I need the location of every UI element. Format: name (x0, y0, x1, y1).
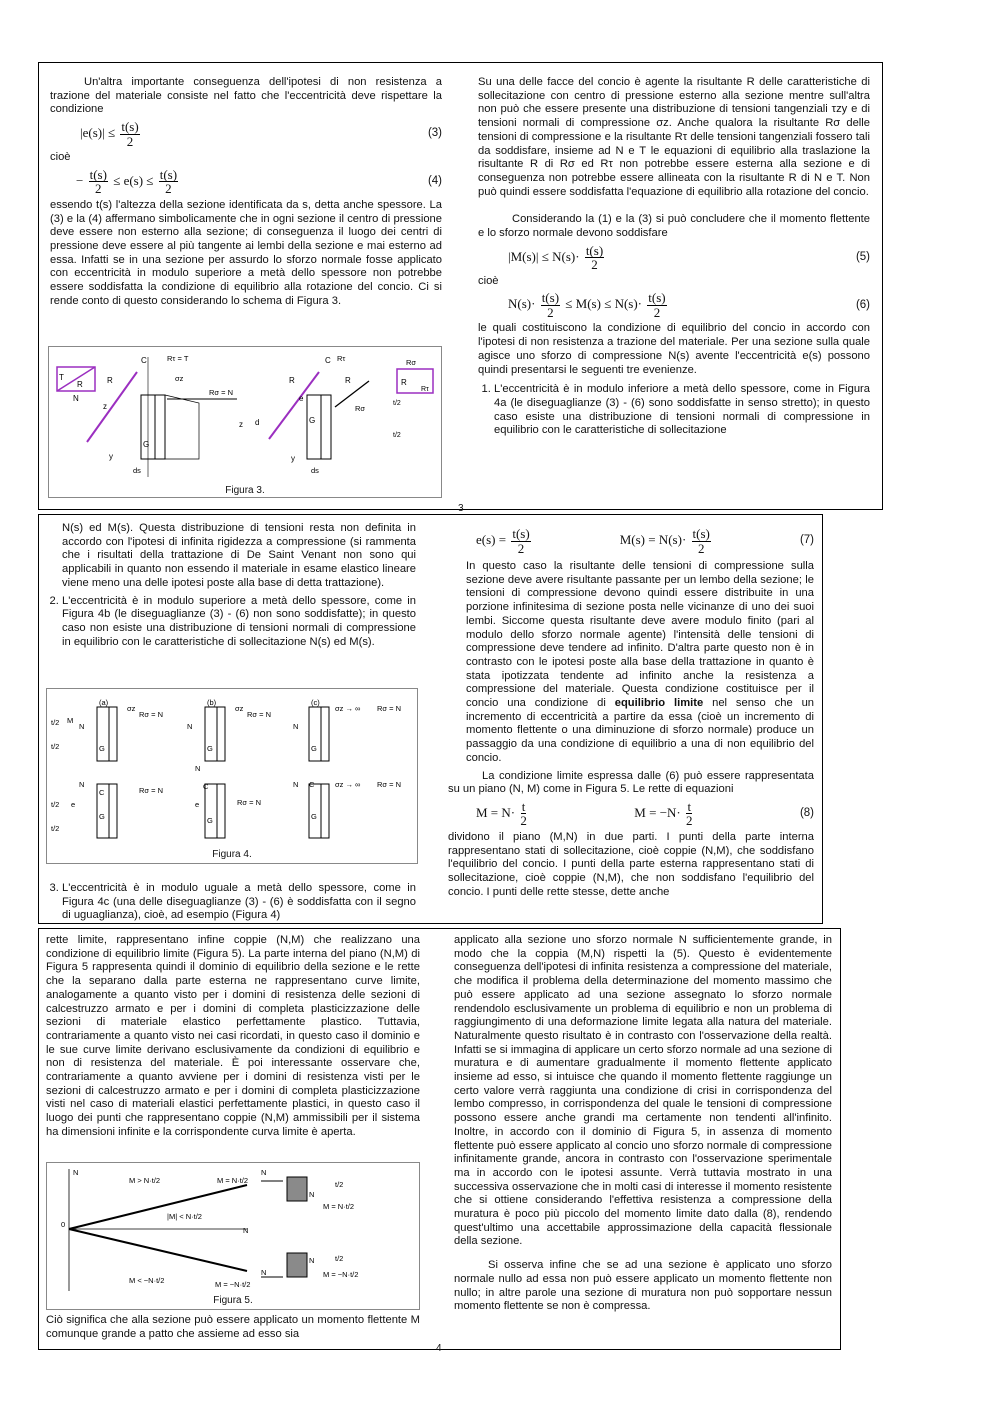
panel1-right-column (478, 76, 870, 438)
svg-text:t/2: t/2 (51, 800, 60, 809)
svg-text:t/2: t/2 (335, 1180, 344, 1189)
svg-text:R: R (289, 376, 295, 385)
svg-text:N: N (261, 1168, 267, 1177)
figure-5-drawing (47, 1163, 419, 1295)
panel3-right-column (454, 934, 832, 1314)
svg-text:y: y (291, 454, 295, 463)
panel3-left-column-end (46, 1314, 420, 1341)
svg-text:Rτ: Rτ (421, 386, 429, 393)
page-number-bottom: 4 (436, 1343, 442, 1354)
svg-text:C: C (325, 356, 331, 365)
panel2-left-column-end (46, 880, 416, 923)
paragraph: La condizione limite espressa dalle (6) può essere rappresentata su un piano (N, M) come in Figura 5. Le rette di equazioni (448, 769, 814, 796)
svg-text:t/2: t/2 (393, 432, 401, 439)
svg-text:G: G (311, 812, 317, 821)
svg-text:(b): (b) (207, 698, 217, 707)
svg-text:N: N (195, 764, 201, 773)
paragraph: Ciò significa che alla sezione può essere applicato un momento flettente M comunque grande a patto che assieme ad esso sia (46, 1314, 420, 1340)
figure-5 (46, 1162, 420, 1310)
figure-3 (48, 346, 442, 498)
svg-text:M = N·t/2: M = N·t/2 (217, 1176, 249, 1185)
svg-text:Rσ = N: Rσ = N (139, 710, 164, 719)
svg-text:N: N (243, 1226, 249, 1235)
svg-text:σz: σz (127, 704, 136, 713)
svg-text:t/2: t/2 (51, 742, 60, 751)
svg-text:|M| < N·t/2: |M| < N·t/2 (167, 1212, 202, 1221)
paragraph: N(s) ed M(s). Questa distribuzione di tensioni resta non definita in accordo con l'ipotesi di infinita rigidezza a compressione (si rammenta che i risultati della trattazione di De Saint Venant non sono qui applicabili in quanto non essendo il materiale in esame elastico lineare viene meno una delle ipotesi poste alla base di detta trattazione). (62, 522, 416, 589)
svg-text:R: R (345, 376, 351, 385)
panel1-left-column (50, 76, 442, 308)
equation-7: e(s) = $\frac{t(s)}{2}$ M(s) = N(s)· $\frac{t(s)}{2}$ (7) (476, 525, 814, 556)
svg-text:Rσ = N: Rσ = N (237, 798, 262, 807)
list-item: 1. L'eccentricità è in modulo inferiore a metà dello spessore, come in Figura 4a (le diseguaglianze (3) - (6) sono soddisfatte in senso stretto); in questo caso esiste una distribuzione di tensioni normali di compressione in equilibrio con le caratteristiche di sollecitazione (494, 383, 870, 438)
paragraph: Si osserva infine che se ad una sezione è applicato uno sforzo normale nullo ad essa non può essere applicato un momento flettente non nullo; in altre parole una sezione di muratura non può sopportare nessun momento flettente se non è compressa. (454, 1259, 832, 1313)
figure-4-drawing (47, 689, 417, 849)
panel3-left-column (46, 934, 420, 1140)
paragraph: essendo t(s) l'altezza della sezione identificata da s, detta anche spessore. La (3) e la (4) affermano simbolicamente che in ogni sezione il centro di pressione deve essere non esterno alla sezione; di conseguenza il luogo dei centri di pressione deve essere al più tangente ai lembi della sezione e mai esterno ad essa. Infatti se in una sezione per assurdo lo sforzo normale fosse applicato con eccentricità in modulo superiore a metà dello spessore non potrebbe essere soddisfatta la condizione di equilibrio alla rotazione del concio. Ci si rende conto di questo considerando lo schema di Figura 3. (50, 198, 442, 307)
svg-text:M = N·t/2: M = N·t/2 (323, 1202, 355, 1211)
figure-4 (46, 688, 418, 864)
svg-text:N: N (293, 780, 299, 789)
svg-text:σz: σz (235, 704, 244, 713)
text-cioe: cioè (478, 274, 499, 287)
svg-text:G: G (99, 812, 105, 821)
svg-text:t/2: t/2 (393, 400, 401, 407)
svg-text:C: C (141, 356, 147, 365)
svg-text:y: y (109, 452, 113, 461)
svg-text:Rσ = N: Rσ = N (139, 786, 164, 795)
svg-text:T: T (59, 373, 64, 382)
paragraph: Un'altra importante conseguenza dell'ipotesi di non resistenza a trazione del materiale consiste nel fatto che l'eccentricità deve rispettare la condizione (50, 76, 442, 116)
paragraph: rette limite, rappresentano infine coppie (N,M) che realizzano una condizione di equilibrio limite (Figura 5). La parte interna del piano (N,M) di Figura 5 rappresenta quindi il dominio di equilibrio della sezione e le rette che la separano dalla parte esterna ne rappresentano curve limite, analogamente a quanto visto per i domini di resistenza delle sezioni di calcestruzzo armato e per i domini di completa plasticizzazione delle sezioni di materiale elastico perfettamente plastico. Tuttavia, contrariamente a quanto visto nei casi ricordati, in questo caso il dominio e le sue curve limite derivano esclusivamente da condizioni di equilibrio e non di resistenza del materiale. È poi interessante osservare che, contrariamente a quanto avviene per i domini di resistenza visti per le sezioni di calcestruzzo armato e per i domini di completa plasticizzazione visti nel caso di materiali elastici perfettamente plastici, in questo caso il luogo dei punti che rappresentano coppie (N,M) ammissibili per il sistema ha dimensioni infinite e la corrispondente curva limite è aperta. (46, 934, 420, 1138)
svg-text:N: N (293, 722, 299, 731)
svg-text:N: N (79, 780, 85, 789)
svg-text:R: R (107, 376, 113, 385)
paragraph: nel senso che un incremento di eccentricità a partire da essa (cioè un incremento di momento flettente o una diminuzione di sforzo normale) produce un passaggio da una condizione di equilibrio a una di non equilibrio del concio. (466, 697, 815, 764)
svg-text:G: G (311, 744, 317, 753)
panel2-right-column (448, 524, 815, 899)
svg-text:e: e (71, 800, 76, 809)
svg-text:R: R (77, 380, 83, 389)
svg-text:N: N (73, 394, 79, 403)
svg-text:M < −N·t/2: M < −N·t/2 (129, 1276, 165, 1285)
panel2-left-column (46, 522, 416, 649)
svg-text:ds: ds (133, 466, 141, 475)
svg-text:M = −N·t/2: M = −N·t/2 (215, 1280, 251, 1289)
svg-text:G: G (143, 440, 150, 449)
figure-4-caption: Figura 4. (212, 849, 252, 860)
svg-text:M: M (67, 716, 74, 725)
svg-text:z: z (239, 420, 243, 429)
svg-text:G: G (309, 416, 316, 425)
equation-6: N(s)· $\frac{t(s)}{2}$ ≤ M(s) ≤ N(s)· $\frac{t(s)}{2}$ (6) (508, 290, 870, 320)
svg-text:z: z (103, 402, 107, 411)
svg-text:Rτ = T: Rτ = T (167, 354, 189, 363)
svg-text:Rσ = N: Rσ = N (247, 710, 272, 719)
svg-text:σz: σz (175, 374, 184, 383)
svg-text:G: G (207, 816, 213, 825)
svg-text:R: R (401, 378, 407, 387)
svg-text:N: N (309, 1190, 315, 1199)
svg-text:Rσ = N: Rσ = N (377, 780, 402, 789)
paragraph: In questo caso la risultante delle tensioni di compressione sulla sezione deve avere risultante passante per un lembo della sezione; le tensioni di compressione devono quindi essere distribuite in una porzione infinitesima di sezione posta nelle vicinanze di uno dei suoi lembi. Siccome questa risultante deve avere modulo finito (pari al modulo dello sforzo normale agente) l'intensità delle tensioni di compressione deve tendere ad infinito. D'altra parte questo non è in contrasto con le ipotesi poste alla base della trattazione in quanto è stata ipotizzata tendente ad infinito anche la resistenza a compressione del materiale. Questa condizione costituisce per il concio una condizione di (466, 560, 814, 710)
svg-text:C: C (309, 780, 315, 789)
svg-text:Rσ: Rσ (355, 404, 366, 413)
svg-text:0: 0 (61, 1220, 66, 1229)
figure-5-caption: Figura 5. (213, 1295, 253, 1306)
equation-4: − $\frac{t(s)}{2}$ ≤ e(s) ≤ $\frac{t(s)}{2}$ (4) (76, 166, 442, 197)
svg-text:G: G (99, 744, 105, 753)
equation-3: |e(s)| ≤ $\frac{t(s)}{2}$ (3) (80, 118, 442, 149)
svg-text:Rτ: Rτ (337, 354, 346, 363)
svg-text:M = −N·t/2: M = −N·t/2 (323, 1270, 359, 1279)
svg-text:t/2: t/2 (335, 1254, 344, 1263)
svg-text:C: C (203, 782, 209, 791)
svg-text:N: N (309, 1256, 315, 1265)
paragraph: le quali costituiscono la condizione di equilibrio del concio in accordo con l'ipotesi di non resistenza a trazione del materiale. Per una sezione sulla quale agisce uno sforzo di compressione N(s) avente l'eccentricità e(s) possono quindi presentarsi le seguenti tre evenienze. (478, 322, 870, 376)
figure-3-caption: Figura 3. (225, 485, 265, 496)
svg-text:N: N (73, 1168, 79, 1177)
svg-text:t/2: t/2 (51, 824, 60, 833)
svg-text:e: e (299, 394, 304, 403)
svg-text:ds: ds (311, 466, 319, 475)
list-item: 2. L'eccentricità è in modulo superiore a metà dello spessore, come in Figura 4b (le diseguaglianze (3) - (6) non sono soddisfatte); in questo caso non esiste una distribuzione di tensioni normali di compressione in equilibrio con le caratteristiche di sollecitazione N(s) ed M(s). (62, 595, 416, 650)
svg-text:t/2: t/2 (51, 718, 60, 727)
svg-text:σz → ∞: σz → ∞ (335, 704, 361, 713)
figure-3-drawing (49, 347, 441, 497)
equation-8: M = N· $\frac{t}{2}$ M = −N· $\frac{t}{2}$ (8) (476, 798, 814, 829)
page-number-top: 3 (458, 503, 464, 514)
list-item: 3. L'eccentricità è in modulo uguale a metà dello spessore, come in Figura 4c (una delle diseguaglianze (3) - (6) è soddisfatta con il segno di uguaglianza), cioè, ad esempio (Figura 4) (62, 882, 416, 923)
paragraph: dividono il piano (M,N) in due parti. I punti della parte interna rappresentano stati di sollecitazione, cioè coppie (N,M), che soddisfano l'equilibrio del concio. I punti della parte esterna rappresentano stati di sollecitazione, cioè coppie (N,M), che non soddisfano l'equilibrio del concio. I punti delle rette stesse, dette anche (448, 830, 814, 898)
svg-text:(a): (a) (99, 698, 109, 707)
svg-text:Rσ = N: Rσ = N (209, 388, 234, 397)
svg-text:N: N (79, 722, 85, 731)
bold-term: equilibrio limite (614, 697, 704, 710)
text-cioe: cioè (50, 151, 71, 164)
svg-text:N: N (187, 722, 193, 731)
svg-text:e: e (195, 800, 200, 809)
svg-text:G: G (207, 744, 213, 753)
svg-text:Rσ: Rσ (406, 358, 417, 367)
svg-text:σz → ∞: σz → ∞ (335, 780, 361, 789)
svg-text:C: C (99, 788, 105, 797)
svg-text:d: d (255, 418, 260, 427)
svg-text:M > N·t/2: M > N·t/2 (129, 1176, 161, 1185)
paragraph: Su una delle facce del concio è agente la risultante R delle caratteristiche di sollecitazione con centro di pressione esterno alla sezione mentre sull'altra non può che essere presente una distribuzione di tensioni tangenziali τzy e di tensioni normali di compressione σz. Anche qualora la risultante Rσ delle tensioni di compressione e la risultante Rτ delle tensioni tangenziali fossero tali da soddisfare, insieme ad N e T le equazioni di equilibrio alla traslazione la risultante R di Rσ ed Rτ non potrebbe essere esterna alla sezione e di conseguenza non potrebbe essere allineata con la risultante R di N e T. Non può quindi essere soddisfatta l'equazione di equilibrio alla rotazione del concio. (478, 76, 870, 198)
svg-text:N: N (261, 1268, 267, 1277)
equation-5: |M(s)| ≤ N(s)· $\frac{t(s)}{2}$ (5) (508, 242, 870, 273)
svg-text:Rσ = N: Rσ = N (377, 704, 402, 713)
svg-text:(c): (c) (311, 698, 320, 707)
paragraph: applicato alla sezione uno sforzo normale N sufficientemente grande, in modo che la coppia (M,N) rispetti la (5). Questo è evidentemente conseguenza dell'ipotesi di infinita resistenza a compressione del materiale, che modifica il problema della determinazione del momento massimo che può essere applicato ad una sezione assegnato lo sforzo normale rendendolo esclusivamente un problema di equilibrio e non un problema di raggiungimento di una deformazione limite legata alla natura del materiale. Naturalmente questo risultato è in contrasto con l'osservazione della realtà. Infatti se si immagina di applicare un certo sforzo normale ad una sezione di muratura e di aumentare gradualmente il momento flettente applicato insieme ad esso, si intuisce che quando il momento flettente raggiunge un certo valore verrà raggiunta una condizione di crisi in corrispondenza del lembo compresso, in corrispondenza del quale le tensioni di compressione possono essere anche grandi ma certamente non tendenti all'infinito. Inoltre, in accordo con il dominio di Figura 5, in assenza di momento flettente può essere applicato al concio uno sforzo normale di compressione infinitamente grande, ancora in contrasto con l'osservazione sperimentale ma in accordo con le ipotesi assunte. Verrà tuttavia mostrato in una successiva osservazione che in molti casi di interesse il momento resistente che si ottiene considerando l'effettiva resistenza a compressione della muratura è poco più piccolo del momento limite dato dalla (8), rendendo quest'ultimo una accettabile approssimazione della capacità flessionale della sezione. (454, 934, 832, 1248)
paragraph: Considerando la (1) e la (3) si può concludere che il momento flettente e lo sforzo normale devono soddisfare (478, 213, 870, 240)
